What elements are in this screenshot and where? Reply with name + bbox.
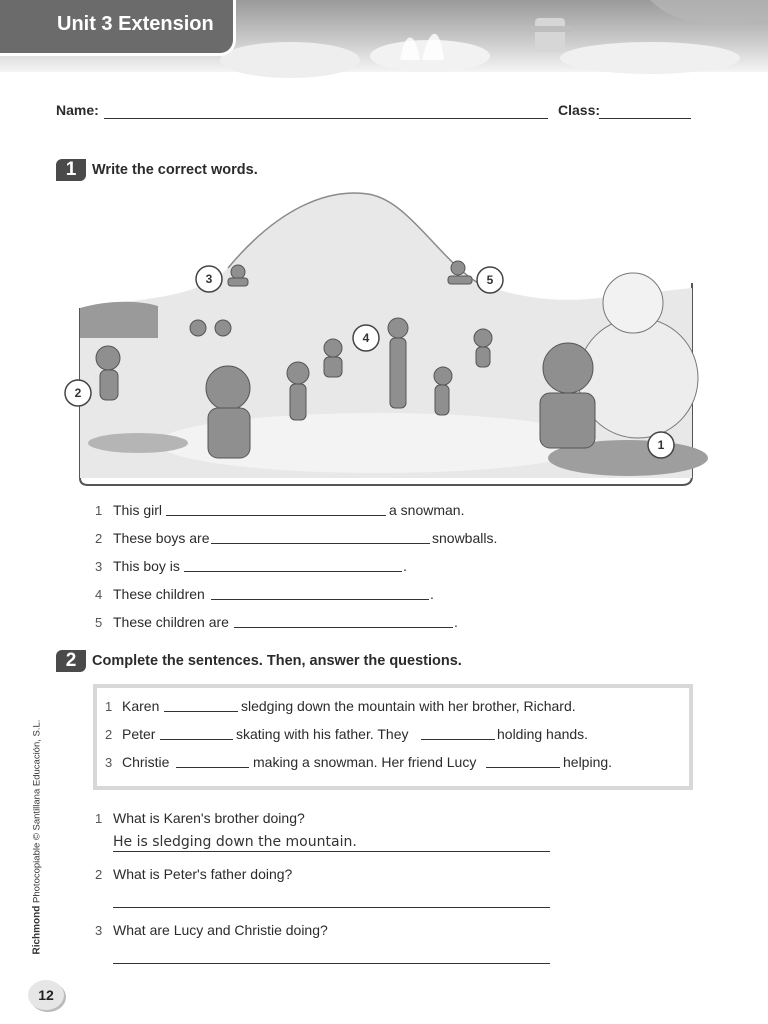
question-3-number: 3 — [95, 923, 103, 938]
callout-5: 5 — [486, 273, 494, 287]
question-1-line[interactable] — [113, 851, 550, 852]
publisher-name: Richmond — [31, 905, 43, 955]
box-item-3-blank-2[interactable] — [486, 767, 560, 768]
page-number: 12 — [38, 987, 54, 1003]
question-1-number: 1 — [95, 811, 103, 826]
exercise-1-number: 1 — [56, 159, 86, 181]
callout-2: 2 — [74, 386, 82, 400]
box-item-3-number: 3 — [105, 755, 113, 770]
box-item-2-number: 2 — [105, 727, 113, 742]
box-item-1-b: sledging down the mountain with her brother, Richard. — [241, 698, 576, 714]
box-item-1-blank[interactable] — [164, 711, 238, 712]
item-2-after: snowballs. — [432, 530, 498, 546]
callout-3: 3 — [205, 272, 213, 286]
item-5-after: . — [454, 614, 458, 630]
box-item-1-number: 1 — [105, 699, 113, 714]
item-4-before: These children — [113, 586, 205, 602]
item-4-after: . — [430, 586, 434, 602]
box-item-3-c: helping. — [563, 754, 613, 770]
page-title: Unit 3 Extension — [57, 13, 214, 35]
title-tab — [0, 0, 236, 56]
item-3-number: 3 — [95, 559, 103, 574]
question-3-text: What are Lucy and Christie doing? — [113, 922, 328, 938]
copyright-text: Photocopiable © Santillana Educación, S.L. — [31, 719, 43, 903]
question-2-line[interactable] — [113, 907, 550, 908]
item-1-number: 1 — [95, 503, 103, 518]
box-item-3-a: Christie — [122, 754, 170, 770]
item-3-before: This boy is — [113, 558, 180, 574]
class-label: Class: — [558, 102, 601, 118]
page-number-badge — [28, 980, 64, 1010]
box-item-2-blank-2[interactable] — [421, 739, 495, 740]
name-label: Name: — [56, 102, 99, 118]
item-2-number: 2 — [95, 531, 103, 546]
question-2-text: What is Peter's father doing? — [113, 866, 293, 882]
class-line[interactable] — [599, 118, 691, 119]
item-3-blank[interactable] — [184, 571, 402, 572]
exercise-1-instruction: Write the correct words. — [92, 162, 258, 178]
header-decoration — [230, 0, 768, 72]
question-1-text: What is Karen's brother doing? — [113, 810, 305, 826]
exercise-2-number: 2 — [56, 650, 86, 672]
copyright-sidebar — [31, 719, 43, 955]
question-2-number: 2 — [95, 867, 103, 882]
item-5-before: These children are — [113, 614, 229, 630]
box-item-3-blank-1[interactable] — [176, 767, 249, 768]
item-1-before: This girl — [113, 502, 163, 518]
item-4-number: 4 — [95, 587, 103, 602]
box-item-3-b: making a snowman. Her friend Lucy — [253, 754, 477, 770]
item-1-after: a snowman. — [389, 502, 465, 518]
name-line[interactable] — [104, 118, 548, 119]
exercise-2-instruction: Complete the sentences. Then, answer the questions. — [92, 653, 462, 669]
box-item-2-c: holding hands. — [497, 726, 589, 742]
snow-scene-illustration — [74, 188, 696, 488]
item-5-number: 5 — [95, 615, 103, 630]
callout-1: 1 — [657, 438, 665, 452]
item-3-after: . — [403, 558, 407, 574]
item-4-blank[interactable] — [211, 599, 429, 600]
item-5-blank[interactable] — [234, 627, 453, 628]
box-item-2-blank-1[interactable] — [160, 739, 233, 740]
question-3-line[interactable] — [113, 963, 550, 964]
box-item-2-b: skating with his father. They — [236, 726, 409, 742]
box-item-1-a: Karen — [122, 698, 160, 714]
callout-4: 4 — [362, 331, 370, 345]
item-2-blank[interactable] — [211, 543, 430, 544]
question-1-answer: He is sledging down the mountain. — [113, 834, 357, 850]
item-1-blank[interactable] — [166, 515, 386, 516]
item-2-before: These boys are — [113, 530, 210, 546]
box-item-2-a: Peter — [122, 726, 156, 742]
